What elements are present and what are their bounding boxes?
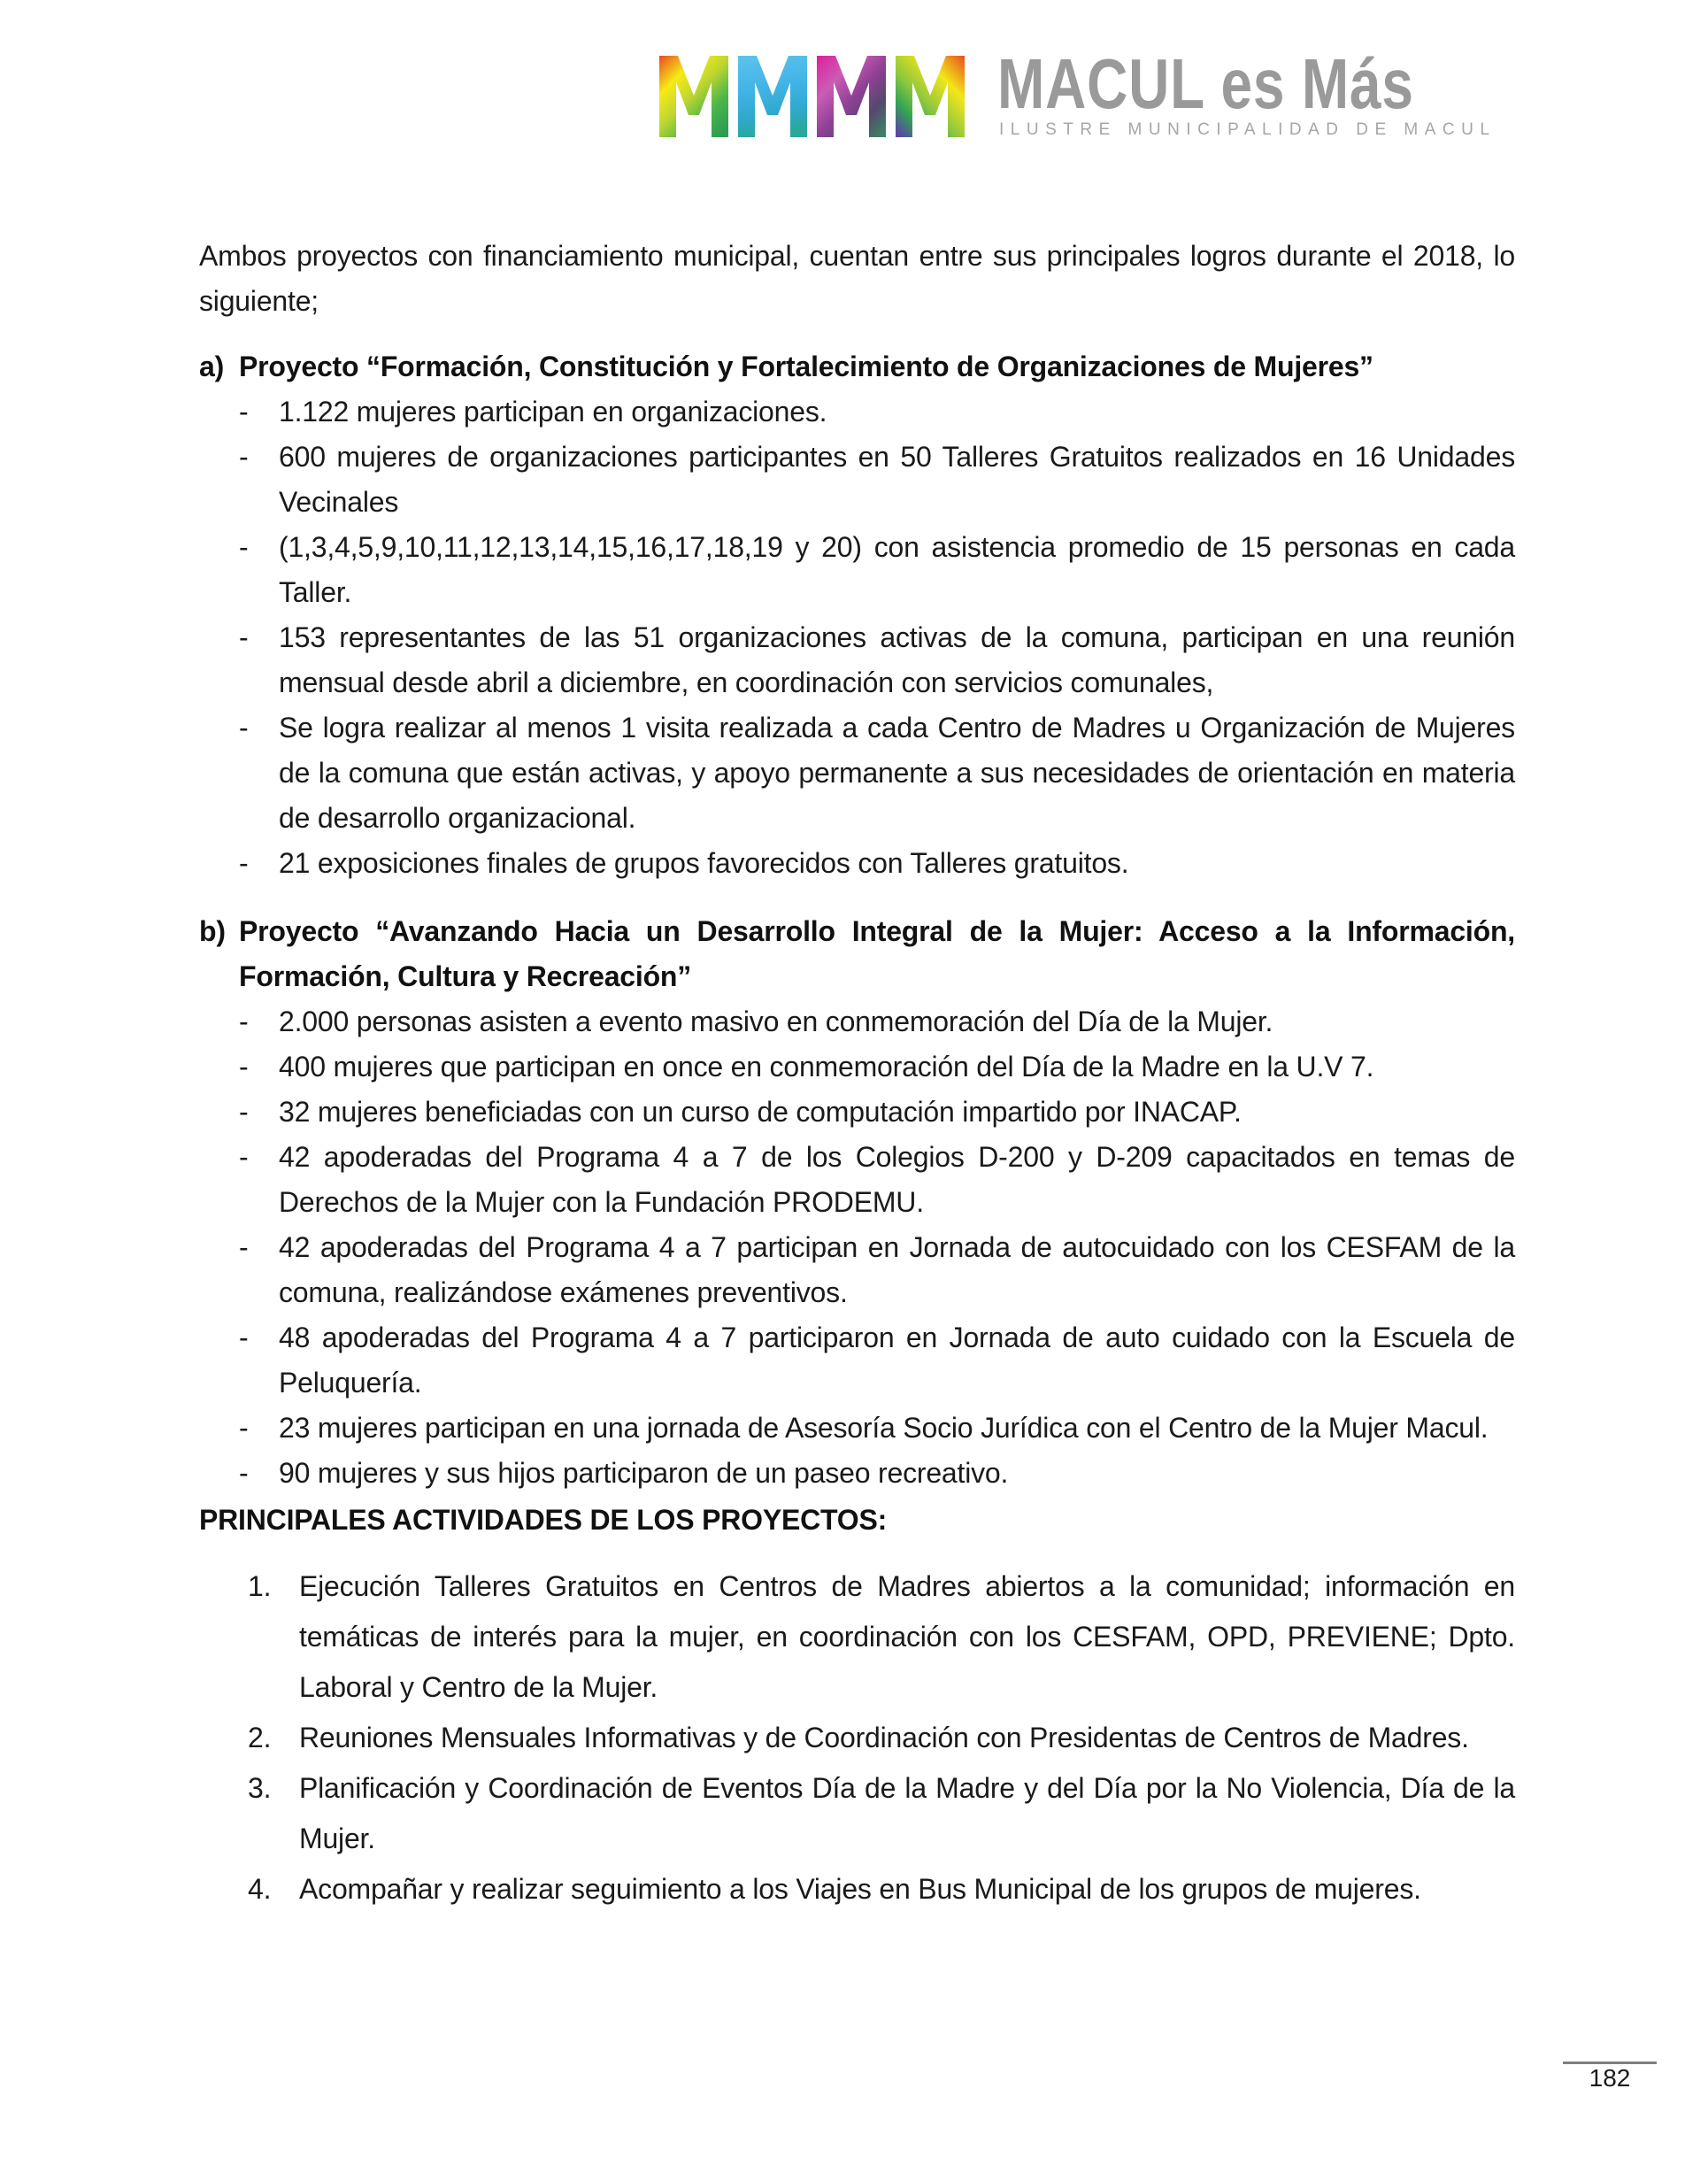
list-item <box>199 1225 1515 1315</box>
numbered-item <box>199 1713 1515 1763</box>
macul-logo-m-letters <box>659 56 965 137</box>
section-a-heading <box>199 344 1515 389</box>
logo-subtitle: ILUSTRE MUNICIPALIDAD DE MACUL <box>999 120 1496 139</box>
intro-paragraph: Ambos proyectos con financiamiento municipal, cuentan entre sus principales logros durante el 2018, lo siguiente; <box>199 240 1515 317</box>
section-b-title: Proyecto “Avanzando Hacia un Desarrollo Integral de la Mujer: Acceso a la Información, Formación, Cultura y Recreación” <box>239 915 1515 992</box>
numbered-item-text: Acompañar y realizar seguimiento a los Viajes en Bus Municipal de los grupos de mujeres. <box>299 1873 1421 1905</box>
logo-m-letter-4-icon <box>896 56 965 137</box>
activities-list <box>199 1561 1515 1915</box>
list-item-text: 1.122 mujeres participan en organizaciones. <box>279 396 827 428</box>
list-item-text: Se logra realizar al menos 1 visita realizada a cada Centro de Madres u Organización de Mujeres de la comuna que están activas, y apoyo permanente a sus necesidades de orientación en materia de desarrollo organizacional. <box>279 712 1515 834</box>
item-number: 4. <box>248 1873 272 1905</box>
list-item-text: 2.000 personas asisten a evento masivo en conmemoración del Día de la Mujer. <box>279 1006 1273 1037</box>
list-item <box>199 615 1515 705</box>
numbered-item <box>199 1763 1515 1864</box>
list-item-text: 48 apoderadas del Programa 4 a 7 participaron en Jornada de auto cuidado con la Escuela de Peluquería. <box>279 1322 1515 1399</box>
numbered-item <box>199 1561 1515 1713</box>
dash-marker: - <box>239 621 249 653</box>
list-item-text: (1,3,4,5,9,10,11,12,13,14,15,16,17,18,19 y 20) con asistencia promedio de 15 personas en cada Taller. <box>279 531 1515 608</box>
list-item <box>199 841 1515 886</box>
list-item-text: 32 mujeres beneficiadas con un curso de computación impartido por INACAP. <box>279 1096 1242 1128</box>
dash-marker: - <box>239 531 249 563</box>
logo-m-letter-2-icon <box>738 56 807 137</box>
list-item <box>199 389 1515 435</box>
list-item-text: 153 representantes de las 51 organizaciones activas de la comuna, participan en una reunión mensual desde abril a diciembre, en coordinación con servicios comunales, <box>279 621 1515 698</box>
list-item-text: 23 mujeres participan en una jornada de Asesoría Socio Jurídica con el Centro de la Mujer Macul. <box>279 1412 1489 1444</box>
dash-marker: - <box>239 1096 249 1128</box>
list-item <box>199 1406 1515 1451</box>
dash-marker: - <box>239 1141 249 1173</box>
dash-marker: - <box>239 1322 249 1353</box>
list-item <box>199 435 1515 525</box>
section-b-heading <box>199 909 1515 999</box>
numbered-item <box>199 1864 1515 1915</box>
numbered-item-text: Ejecución Talleres Gratuitos en Centros de Madres abiertos a la comunidad; información en temáticas de interés para la mujer, en coordinación con los CESFAM, OPD, PREVIENE; Dpto. Laboral y Centro de la Mujer. <box>299 1570 1515 1703</box>
section-b-label: b) <box>199 915 226 947</box>
list-item-text: 42 apoderadas del Programa 4 a 7 participan en Jornada de autocuidado con los CESFAM de la comuna, realizándose exámenes preventivos. <box>279 1231 1515 1308</box>
logo-m-letter-1-icon <box>659 56 728 137</box>
list-item-text: 600 mujeres de organizaciones participantes en 50 Talleres Gratuitos realizados en 16 Unidades Vecinales <box>279 441 1515 518</box>
dash-marker: - <box>239 1231 249 1263</box>
list-item-text: 42 apoderadas del Programa 4 a 7 de los Colegios D-200 y D-209 capacitados en temas de Derechos de la Mujer con la Fundación PRODEMU. <box>279 1141 1515 1218</box>
item-number: 2. <box>248 1722 272 1753</box>
item-number: 3. <box>248 1772 272 1804</box>
list-item <box>199 1090 1515 1135</box>
dash-marker: - <box>239 712 249 744</box>
activities-heading: PRINCIPALES ACTIVIDADES DE LOS PROYECTOS: <box>199 1504 888 1536</box>
list-item <box>199 1044 1515 1090</box>
list-item <box>199 705 1515 841</box>
section-a-title: Proyecto “Formación, Constitución y Fortalecimiento de Organizaciones de Mujeres” <box>239 351 1373 382</box>
list-item <box>199 1315 1515 1406</box>
list-item-text: 400 mujeres que participan en once en conmemoración del Día de la Madre en la U.V 7. <box>279 1051 1374 1083</box>
dash-marker: - <box>239 396 249 428</box>
dash-marker: - <box>239 1006 249 1037</box>
list-item <box>199 525 1515 615</box>
section-a-list <box>199 389 1515 886</box>
list-item <box>199 1451 1515 1496</box>
dash-marker: - <box>239 1412 249 1444</box>
dash-marker: - <box>239 1457 249 1489</box>
page-number: 182 <box>1589 2064 1631 2092</box>
dash-marker: - <box>239 441 249 473</box>
logo-m-letter-3-icon <box>817 56 886 137</box>
list-item <box>199 999 1515 1044</box>
dash-marker: - <box>239 847 249 879</box>
document-body <box>199 234 1515 1915</box>
section-a-label: a) <box>199 351 225 382</box>
dash-marker: - <box>239 1051 249 1083</box>
list-item-text: 21 exposiciones finales de grupos favorecidos con Talleres gratuitos. <box>279 847 1129 879</box>
section-b-list <box>199 999 1515 1496</box>
logo-title: MACUL es Más <box>997 44 1414 123</box>
item-number: 1. <box>248 1570 272 1602</box>
list-item-text: 90 mujeres y sus hijos participaron de un paseo recreativo. <box>279 1457 1009 1489</box>
numbered-item-text: Reuniones Mensuales Informativas y de Coordinación con Presidentas de Centros de Madres. <box>299 1722 1469 1753</box>
numbered-item-text: Planificación y Coordinación de Eventos Día de la Madre y del Día por la No Violencia, Día de la Mujer. <box>299 1772 1515 1854</box>
list-item <box>199 1135 1515 1225</box>
